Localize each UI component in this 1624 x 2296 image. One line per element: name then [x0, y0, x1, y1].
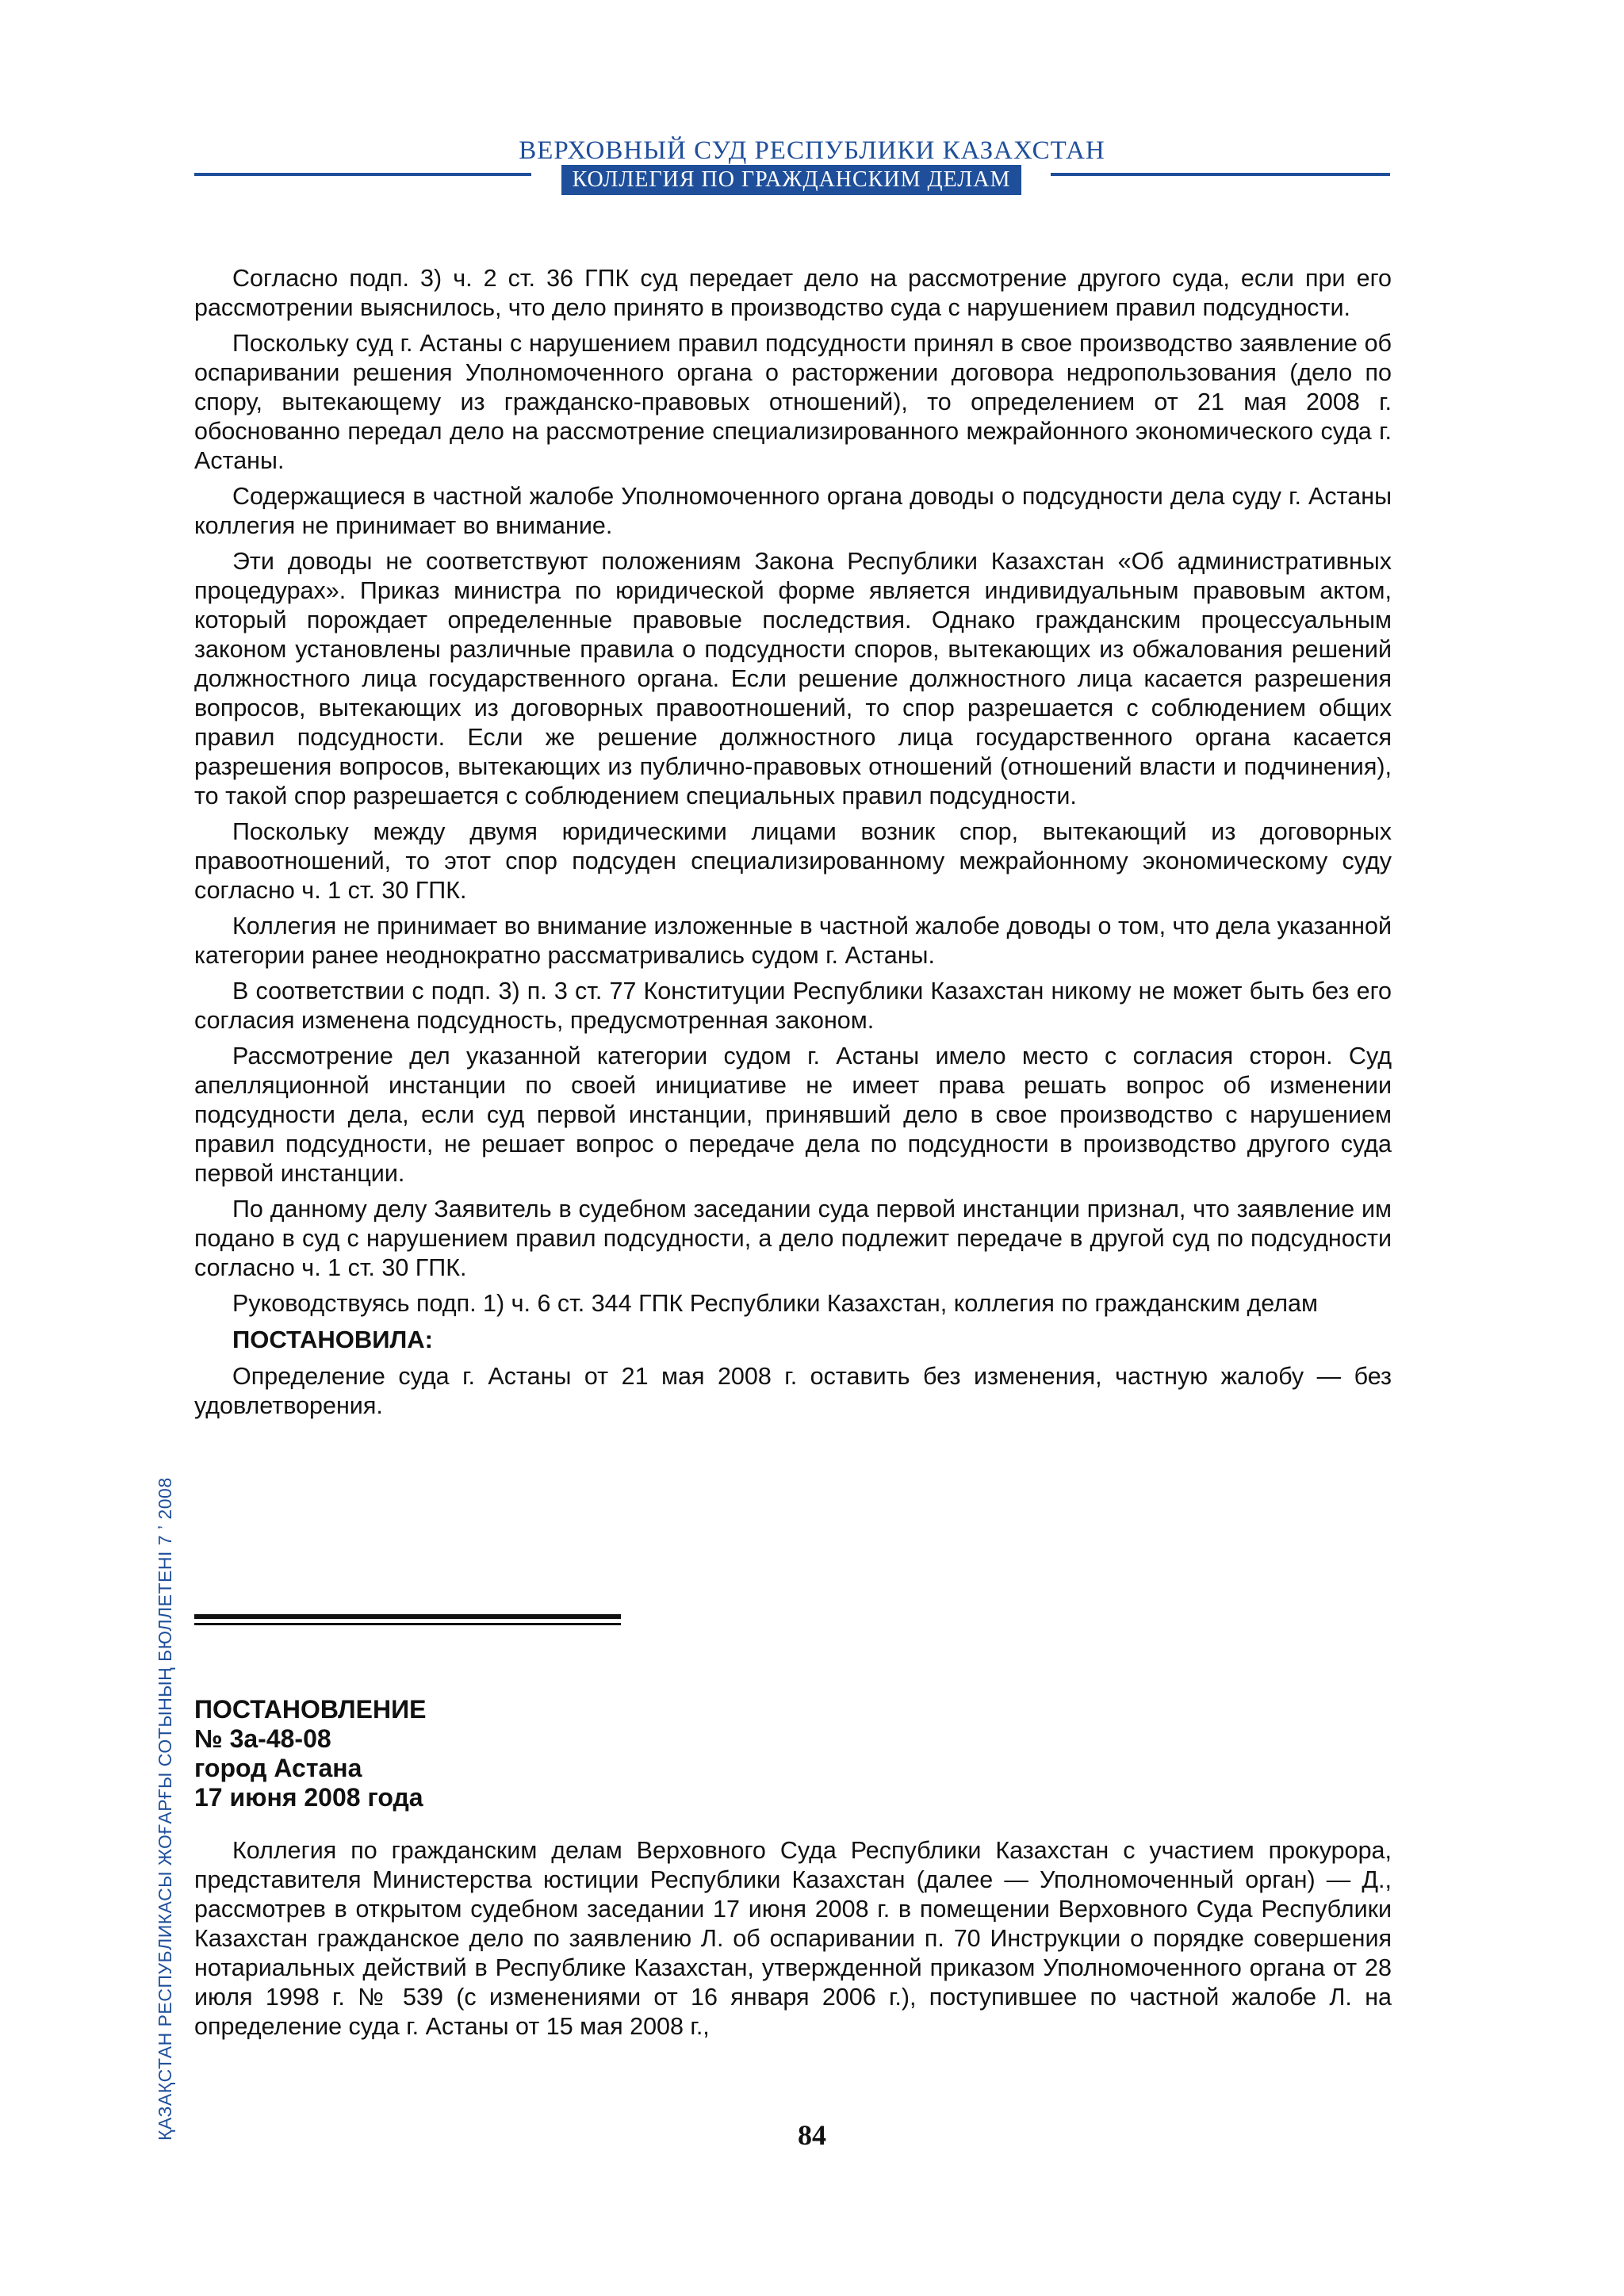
- paragraph: Поскольку суд г. Астаны с нарушением правил подсудности принял в свое производство заявление об оспаривании решения Уполномоченного органа о расторжении договора недропользования (дело по спору, вытекающему из гражданско-правовых отношений), то определением от 21 мая 2008 г. обоснованно передал дело на рассмотрение специализированного межрайонного экономического суда г. Астаны.: [194, 330, 1392, 474]
- section-divider-thick: [194, 1614, 621, 1619]
- paragraph: Согласно подп. 3) ч. 2 ст. 36 ГПК суд передает дело на рассмотрение другого суда, если при его рассмотрении выяснилось, что дело принято в производство суда с нарушением правил подсудности.: [194, 265, 1392, 321]
- document-date: 17 июня 2008 года: [194, 1783, 423, 1812]
- document-city: город Астана: [194, 1754, 362, 1782]
- document-heading: [194, 1695, 829, 1812]
- running-header-title: ВЕРХОВНЫЙ СУД РЕСПУБЛИКИ КАЗАХСТАН: [519, 136, 1105, 165]
- section-divider-thin: [194, 1623, 621, 1625]
- paragraph: Коллегия не принимает во внимание изложенные в частной жалобе доводы о том, что дела указанной категории ранее неоднократно рассматривались судом г. Астаны.: [194, 913, 1392, 969]
- paragraph: Поскольку между двумя юридическими лицами возник спор, вытекающий из договорных правоотношений, то этот спор подсуден специализированному межрайонному экономическому суду согласно ч. 1 ст. 30 ГПК.: [194, 818, 1392, 904]
- sidebar-journal-title: ҚАЗАҚСТАН РЕСПУБЛИКАСЫ ЖОҒАРҒЫ СОТЫНЫҢ БЮЛЛЕТЕНІ 7 ʼ 2008: [155, 1477, 175, 2141]
- page-number: 84: [798, 2119, 826, 2151]
- header-rule-left: [194, 173, 531, 176]
- ruling-intro-block: [194, 1836, 1392, 2048]
- document-type: ПОСТАНОВЛЕНИЕ: [194, 1695, 427, 1724]
- paragraph: В соответствии с подп. 3) п. 3 ст. 77 Конституции Республики Казахстан никому не может быть без его согласия изменена подсудность, предусмотренная законом.: [194, 978, 1392, 1034]
- paragraph: По данному делу Заявитель в судебном заседании суда первой инстанции признал, что заявление им подано в суд с нарушением правил подсудности, а дело подлежит передаче в другой суд по подсудности согласно ч. 1 ст. 30 ГПК.: [194, 1196, 1392, 1281]
- ruling-text-block: [194, 264, 1392, 1427]
- paragraph: Рассмотрение дел указанной категории судом г. Астаны имело место с согласия сторон. Суд апелляционной инстанции по своей инициативе не имеет права решать вопрос об изменении подсудности дела, если суд первой инстанции, принявший дело в свое производство с нарушением правил подсудности, не решает вопрос о передаче дела по подсудности в производство другого суда первой инстанции.: [194, 1043, 1392, 1187]
- document-number: № 3а-48-08: [194, 1724, 331, 1753]
- decision-paragraph: Определение суда г. Астаны от 21 мая 2008 г. оставить без изменения, частную жалобу — без удовлетворения.: [194, 1363, 1392, 1419]
- running-header-subtitle: КОЛЛЕГИЯ ПО ГРАЖДАНСКИМ ДЕЛАМ: [561, 165, 1021, 195]
- header-rule-right: [1051, 173, 1390, 176]
- paragraph: Коллегия по гражданским делам Верховного Суда Республики Казахстан с участием прокурора, представителя Министерства юстиции Республики Казахстан (далее — Уполномоченный орган) — Д., рассмотрев в открытом судебном заседании 17 июня 2008 г. в помещении Верховного Суда Республики Казахстан гражданское дело по заявлению Л. об оспаривании п. 70 Инструкции о порядке совершения нотариальных действий в Республике Казахстан, утвержденной приказом Уполномоченного органа от 28 июля 1998 г. № 539 (с изменениями от 16 января 2006 г.), поступившее по частной жалобе Л. на определение суда г. Астаны от 15 мая 2008 г.,: [194, 1837, 1392, 2040]
- decree-heading: ПОСТАНОВИЛА:: [232, 1326, 434, 1353]
- paragraph: Руководствуясь подп. 1) ч. 6 ст. 344 ГПК Республики Казахстан, коллегия по гражданским делам: [232, 1290, 1318, 1317]
- paragraph: Эти доводы не соответствуют положениям Закона Республики Казахстан «Об административных процедурах». Приказ министра по юридической форме является индивидуальным правовым актом, который порождает определенные правовые последствия. Однако гражданским процессуальным законом установлены различные правила о подсудности споров, вытекающих из обжалования решений должностного лица государственного органа. Если решение должностного лица касается разрешения вопросов, вытекающих из договорных правоотношений, то спор разрешается с соблюдением общих правил подсудности. Если же решение должностного лица государственного органа касается разрешения вопросов, вытекающих из публично-правовых отношений (отношений власти и подчинения), то такой спор разрешается с соблюдением специальных правил подсудности.: [194, 548, 1392, 809]
- paragraph: Содержащиеся в частной жалобе Уполномоченного органа доводы о подсудности дела суду г. Астаны коллегия не принимает во внимание.: [194, 483, 1392, 539]
